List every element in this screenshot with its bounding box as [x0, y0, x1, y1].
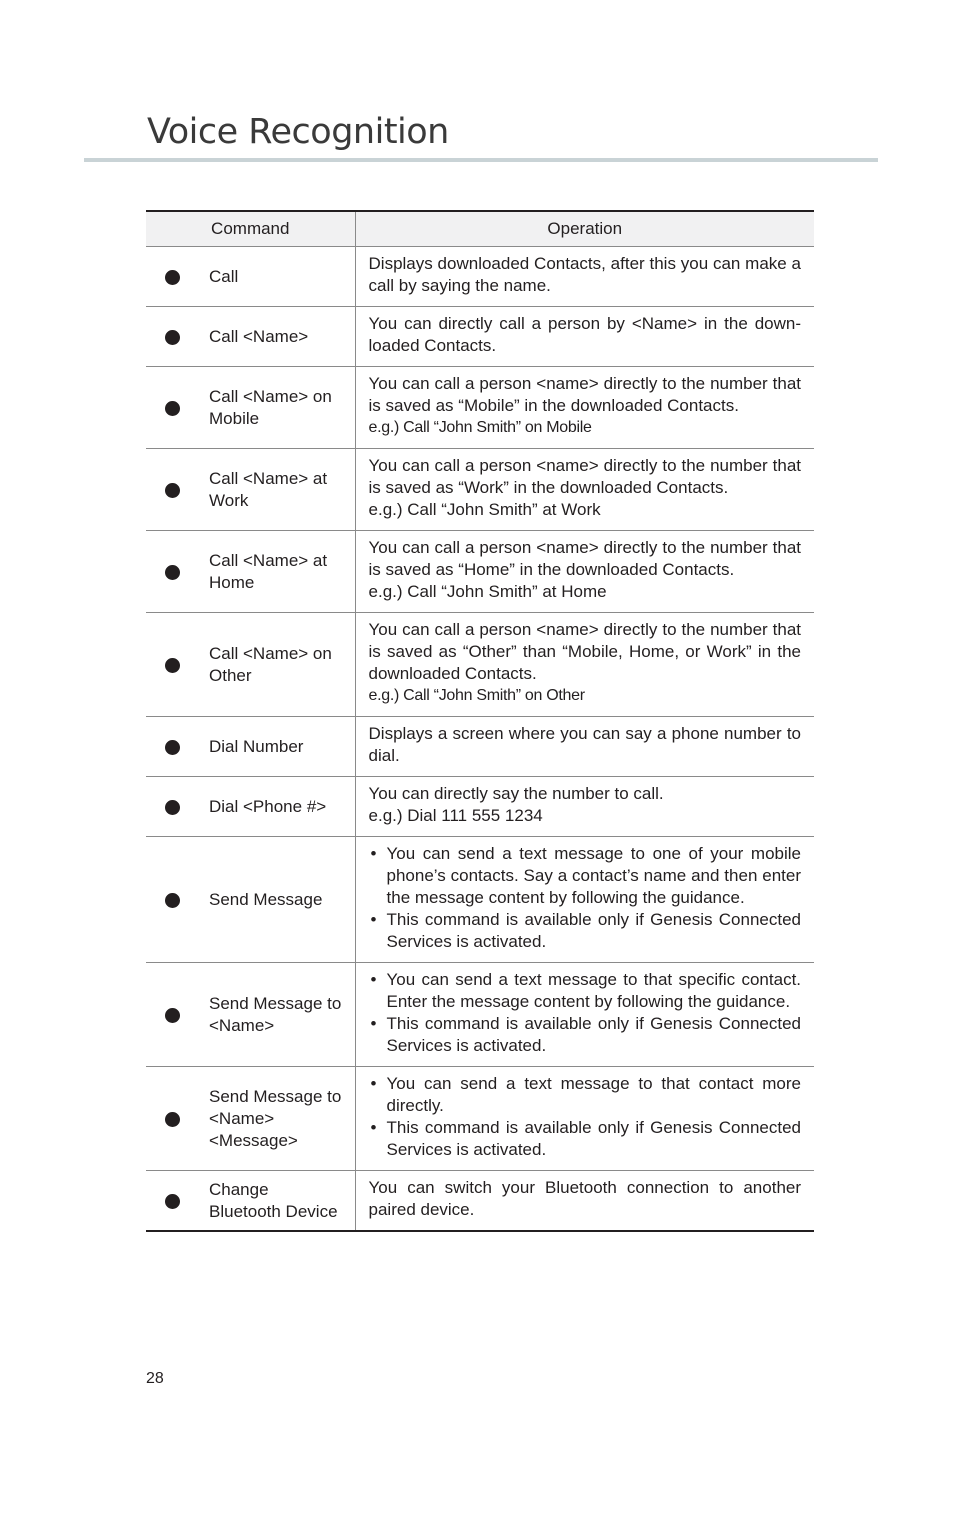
operation-cell — [355, 1067, 814, 1171]
operation-bullet-item: • This command is available only if Genesis Connected Services is activated. — [369, 1013, 802, 1057]
operation-cell — [355, 247, 814, 307]
voice-command-table — [146, 210, 814, 1232]
command-cell: Call — [198, 247, 355, 307]
bullet-dot-icon — [165, 330, 180, 345]
row-marker — [146, 1171, 198, 1232]
operation-text: You can call a person <name> directly to the number that is saved as “Mobile” in the downloaded Contacts. — [368, 374, 802, 415]
operation-bullet-list — [369, 969, 802, 1057]
table-row — [146, 837, 814, 963]
operation-cell — [355, 613, 814, 717]
command-cell: Send Message — [198, 837, 355, 963]
bullet-dot-icon — [165, 740, 180, 755]
row-marker — [146, 531, 198, 613]
operation-bullet-list — [369, 1073, 802, 1161]
row-marker — [146, 837, 198, 963]
table-row — [146, 717, 814, 777]
table-row — [146, 449, 814, 531]
operation-bullet-item: • You can send a text message to that specific contact. Enter the message content by following the guidance. — [369, 969, 802, 1013]
command-cell: Send Message to <Name> <Message> — [198, 1067, 355, 1171]
command-cell: Call <Name> — [198, 307, 355, 367]
bullet-dot-icon — [165, 1194, 180, 1209]
operation-cell — [355, 963, 814, 1067]
table-header-row — [146, 211, 814, 247]
operation-bullet-item: • This command is available only if Genesis Connected Services is activated. — [369, 909, 802, 953]
operation-text: You can call a person <name> directly to the number that is saved as “Other” than “Mobile, Home, or Work” in the downloaded Contacts. — [368, 620, 802, 683]
command-column-header: Command — [146, 211, 355, 247]
operation-text: Displays a screen where you can say a phone number to dial. — [368, 724, 802, 765]
table-row — [146, 307, 814, 367]
operation-text: You can call a person <name> directly to the number that is saved as “Home” in the downloaded Contacts. — [368, 538, 802, 579]
operation-text: e.g.) Call “John Smith” at Work — [368, 500, 601, 519]
command-cell: Call <Name> on Mobile — [198, 367, 355, 449]
operation-example: e.g.) Call “John Smith” on Mobile — [368, 419, 592, 436]
bullet-dot-icon — [165, 800, 180, 815]
bullet-dot-icon — [165, 270, 180, 285]
table-row — [146, 1171, 814, 1232]
row-marker — [146, 307, 198, 367]
row-marker — [146, 367, 198, 449]
operation-text: e.g.) Dial 111 555 1234 — [368, 806, 543, 825]
bullet-dot-icon — [165, 658, 180, 673]
operation-text: e.g.) Call “John Smith” at Home — [368, 582, 607, 601]
command-cell: Send Message to <Name> — [198, 963, 355, 1067]
command-cell: Call <Name> at Home — [198, 531, 355, 613]
command-cell: Dial <Phone #> — [198, 777, 355, 837]
row-marker — [146, 1067, 198, 1171]
row-marker — [146, 717, 198, 777]
operation-bullet-item: • You can send a text message to one of your mobile phone’s contacts. Say a contact’s name and then enter the message content by following the guidance. — [369, 843, 802, 909]
table-row — [146, 367, 814, 449]
operation-cell — [355, 367, 814, 449]
operation-example: e.g.) Call “John Smith” on Other — [368, 687, 585, 704]
title-divider — [84, 158, 878, 162]
row-marker — [146, 449, 198, 531]
bullet-dot-icon — [165, 483, 180, 498]
operation-text: You can call a person <name> directly to the number that is saved as “Work” in the downloaded Contacts. — [368, 456, 802, 497]
operation-text: Displays downloaded Contacts, after this you can make a call by saying the name. — [368, 254, 802, 295]
operation-bullet-item: • You can send a text message to that contact more directly. — [369, 1073, 802, 1117]
operation-bullet-item: • This command is available only if Genesis Connected Services is activated. — [369, 1117, 802, 1161]
operation-cell — [355, 531, 814, 613]
command-cell: Change Bluetooth Device — [198, 1171, 355, 1232]
operation-text: You can switch your Bluetooth connection to another paired device. — [368, 1178, 802, 1219]
operation-cell — [355, 777, 814, 837]
operation-cell — [355, 1171, 814, 1232]
row-marker — [146, 963, 198, 1067]
operation-cell — [355, 307, 814, 367]
page-number: 28 — [146, 1370, 164, 1387]
bullet-dot-icon — [165, 565, 180, 580]
table-row — [146, 247, 814, 307]
operation-bullet-list — [369, 843, 802, 953]
command-cell: Call <Name> at Work — [198, 449, 355, 531]
operation-cell — [355, 717, 814, 777]
operation-column-header: Operation — [355, 211, 814, 247]
table-row — [146, 777, 814, 837]
operation-text: You can directly say the number to call. — [368, 784, 664, 803]
command-cell: Call <Name> on Other — [198, 613, 355, 717]
table-row — [146, 963, 814, 1067]
table-row — [146, 531, 814, 613]
bullet-dot-icon — [165, 401, 180, 416]
bullet-dot-icon — [165, 1112, 180, 1127]
operation-cell — [355, 449, 814, 531]
row-marker — [146, 613, 198, 717]
table-row — [146, 613, 814, 717]
operation-cell — [355, 837, 814, 963]
page-title: Voice Recognition — [147, 112, 449, 152]
bullet-dot-icon — [165, 1008, 180, 1023]
operation-text: You can directly call a person by <Name> in the down-loaded Contacts. — [368, 314, 802, 355]
row-marker — [146, 777, 198, 837]
command-cell: Dial Number — [198, 717, 355, 777]
table-row — [146, 1067, 814, 1171]
bullet-dot-icon — [165, 893, 180, 908]
row-marker — [146, 247, 198, 307]
